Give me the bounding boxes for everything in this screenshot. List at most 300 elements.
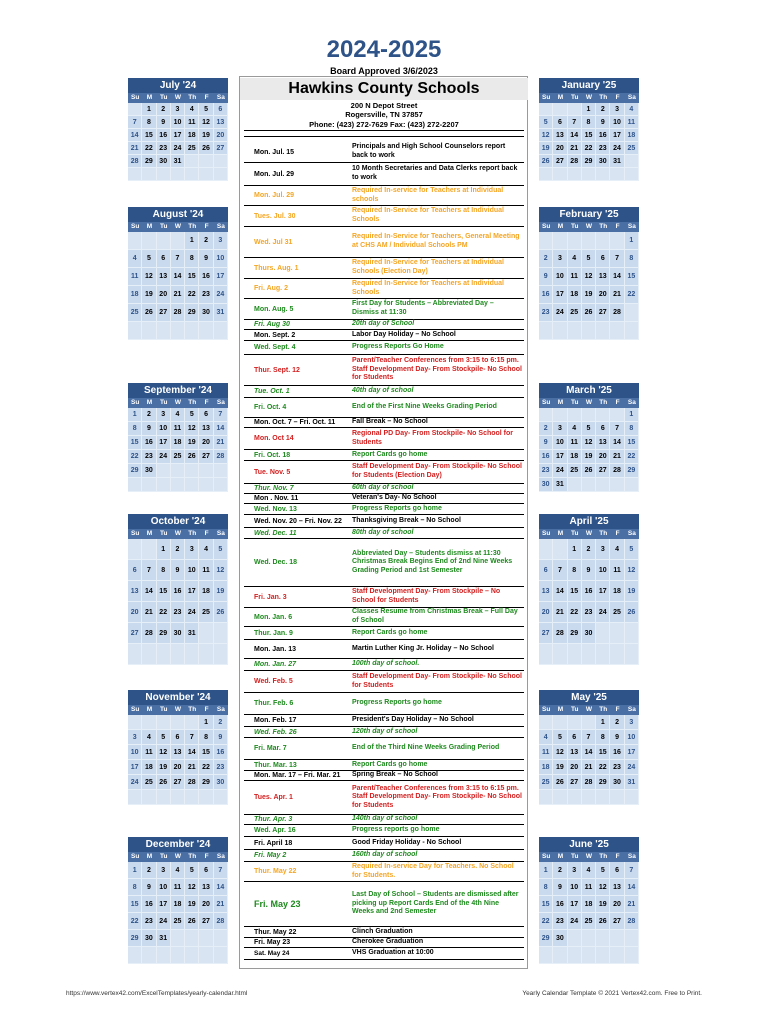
calendar-day: 27 — [199, 450, 213, 464]
calendar-day: 9 — [596, 116, 610, 129]
event-date: Tues. Apr. 1 — [254, 794, 293, 801]
calendar-blank — [553, 539, 567, 560]
calendar-day: 16 — [142, 896, 156, 913]
calendar-day: 3 — [214, 232, 228, 250]
event-date: Fri. May 23 — [254, 939, 291, 946]
calendar-day: 17 — [157, 436, 171, 450]
event-row — [244, 515, 524, 528]
weekday-label: F — [615, 399, 620, 406]
calendar-blank — [568, 103, 582, 116]
weekday-label: W — [174, 223, 182, 230]
calendar-day: 21 — [185, 760, 199, 775]
event-date: Thur. May 22 — [254, 868, 297, 875]
weekday-label: Tu — [159, 853, 168, 860]
weekday-header — [128, 529, 228, 539]
calendar-day: 4 — [568, 422, 582, 436]
calendar-day: 5 — [582, 250, 596, 268]
calendar-day: 28 — [568, 155, 582, 168]
calendar-day: 31 — [553, 478, 567, 492]
calendar-day: 25 — [610, 602, 624, 623]
calendar-day: 27 — [157, 304, 171, 322]
calendar-day: 14 — [568, 129, 582, 142]
event-row — [244, 258, 524, 279]
calendar-blank — [553, 232, 567, 250]
calendar-day: 29 — [199, 775, 213, 790]
calendar-day: 18 — [582, 896, 596, 913]
weekday-label: M — [146, 530, 153, 537]
calendar-day: 24 — [610, 142, 624, 155]
calendar-blank — [539, 947, 553, 964]
calendar-day: 23 — [142, 450, 156, 464]
event-date: Thur. Jan. 9 — [254, 629, 293, 637]
calendar-day: 13 — [539, 581, 553, 602]
event-description: Staff Development Day- From Stockpile- No School for Students (Election Day) — [352, 463, 522, 479]
weekday-header — [539, 529, 639, 539]
calendar-day: 17 — [214, 268, 228, 286]
calendar-day: 17 — [625, 745, 639, 760]
calendar-day: 16 — [596, 129, 610, 142]
event-date: Wed. Nov. 20 – Fri. Nov. 22 — [254, 517, 342, 525]
calendar-blank — [553, 408, 567, 422]
calendar-day: 26 — [553, 775, 567, 790]
calendar-blank — [214, 790, 228, 805]
weekday-label: F — [204, 706, 209, 713]
calendar-day: 4 — [199, 539, 213, 560]
calendar-day: 23 — [582, 602, 596, 623]
weekday-label: Th — [599, 853, 608, 860]
month-calendar — [539, 514, 639, 665]
calendar-day: 2 — [596, 103, 610, 116]
calendar-day: 5 — [596, 862, 610, 879]
footer-copyright: Yearly Calendar Template © 2021 Vertex42.com. Free to Print. — [522, 990, 702, 997]
event-date: Tue. Nov. 5 — [254, 468, 291, 476]
calendar-day: 27 — [214, 142, 228, 155]
weekday-label: M — [557, 853, 564, 860]
calendar-blank — [157, 232, 171, 250]
event-description: Parent/Teacher Conferences from 3:15 to 6:15 pm. Staff Development Day- From Stockpile- No School for Students — [352, 357, 522, 382]
calendar-day: 15 — [199, 745, 213, 760]
calendar-day: 22 — [199, 760, 213, 775]
divider — [244, 136, 524, 137]
event-description: Principals and High School Counselors report back to work — [352, 143, 506, 159]
calendar-blank — [625, 304, 639, 322]
calendar-day: 6 — [568, 730, 582, 745]
calendar-day: 29 — [185, 304, 199, 322]
calendar-day: 2 — [582, 539, 596, 560]
calendar-day: 4 — [185, 103, 199, 116]
calendar-blank — [596, 168, 610, 181]
calendar-day: 28 — [214, 913, 228, 930]
weekday-label: Tu — [570, 223, 579, 230]
calendar-day: 11 — [610, 560, 624, 581]
weekday-label: Su — [130, 399, 140, 406]
event-date: Fri. Mar. 7 — [254, 745, 287, 752]
weekday-label: M — [557, 223, 564, 230]
day-grid — [128, 539, 228, 665]
calendar-day: 15 — [582, 129, 596, 142]
calendar-day: 14 — [553, 581, 567, 602]
calendar-day: 28 — [610, 464, 624, 478]
event-row — [244, 142, 524, 163]
weekday-label: Th — [599, 399, 608, 406]
calendar-day: 11 — [539, 745, 553, 760]
calendar-day: 2 — [539, 250, 553, 268]
calendar-day: 10 — [553, 436, 567, 450]
calendar-day: 30 — [171, 623, 185, 644]
weekday-label: Su — [130, 530, 140, 537]
event-row — [244, 862, 524, 882]
event-row — [244, 186, 524, 206]
calendar-blank — [185, 478, 199, 492]
calendar-blank — [596, 644, 610, 665]
calendar-day: 12 — [539, 129, 553, 142]
calendar-day: 30 — [199, 304, 213, 322]
calendar-blank — [553, 168, 567, 181]
weekday-label: Sa — [627, 94, 636, 101]
calendar-blank — [199, 168, 213, 181]
calendar-day: 9 — [142, 422, 156, 436]
event-description: 160th day of school — [352, 851, 418, 859]
event-description: Progress Reports Go Home — [352, 343, 444, 351]
calendar-day: 15 — [539, 896, 553, 913]
event-row — [244, 837, 524, 850]
calendar-day: 5 — [185, 862, 199, 879]
calendar-day: 7 — [610, 250, 624, 268]
calendar-day: 24 — [553, 464, 567, 478]
event-description: Report Cards go home — [352, 450, 428, 458]
calendar-day: 4 — [171, 862, 185, 879]
calendar-day: 24 — [185, 602, 199, 623]
event-description: Required In-service Day for Teachers. No School for Students. — [352, 862, 514, 879]
calendar-day: 15 — [157, 581, 171, 602]
calendar-blank — [185, 715, 199, 730]
event-date: Fri. May 2 — [254, 852, 287, 859]
calendar-day: 7 — [214, 408, 228, 422]
footer-source-link[interactable]: https://www.vertex42.com/ExcelTemplates/yearly-calendar.html — [66, 990, 248, 997]
day-grid — [128, 408, 228, 492]
month-title: March '25 — [539, 383, 639, 398]
weekday-label: W — [174, 399, 182, 406]
calendar-day: 9 — [610, 730, 624, 745]
calendar-day: 3 — [553, 250, 567, 268]
event-date: Wed. Feb. 26 — [254, 728, 297, 736]
calendar-day: 30 — [582, 623, 596, 644]
calendar-day: 13 — [553, 129, 567, 142]
month-title: August '24 — [128, 207, 228, 222]
calendar-day: 10 — [214, 250, 228, 268]
calendar-day: 25 — [171, 450, 185, 464]
calendar-blank — [199, 644, 213, 665]
event-row — [244, 386, 524, 398]
calendar-day: 23 — [171, 602, 185, 623]
calendar-blank — [157, 947, 171, 964]
calendar-day: 31 — [171, 155, 185, 168]
calendar-day: 30 — [539, 478, 553, 492]
calendar-day: 12 — [157, 745, 171, 760]
weekday-label: Tu — [570, 706, 579, 713]
calendar-day: 8 — [142, 116, 156, 129]
calendar-day: 4 — [539, 730, 553, 745]
calendar-day: 12 — [199, 116, 213, 129]
event-date: Wed. Nov. 13 — [254, 505, 297, 513]
event-description: Regional PD Day- From Stockpile- No School for Students — [352, 429, 514, 446]
calendar-blank — [610, 168, 624, 181]
calendar-day: 3 — [171, 103, 185, 116]
calendar-day: 17 — [128, 760, 142, 775]
calendar-blank — [596, 232, 610, 250]
calendar-day: 26 — [582, 304, 596, 322]
calendar-blank — [568, 232, 582, 250]
month-title: October '24 — [128, 514, 228, 529]
calendar-day: 1 — [625, 232, 639, 250]
calendar-day: 8 — [582, 116, 596, 129]
calendar-day: 2 — [142, 408, 156, 422]
calendar-day: 9 — [214, 730, 228, 745]
calendar-blank — [610, 947, 624, 964]
calendar-day: 11 — [171, 422, 185, 436]
weekday-label: Sa — [216, 706, 225, 713]
calendar-day: 15 — [128, 896, 142, 913]
event-description: Progress Reports go home — [352, 699, 442, 707]
calendar-blank — [553, 790, 567, 805]
calendar-day: 30 — [596, 155, 610, 168]
event-description: Good Friday Holiday - No School — [352, 838, 462, 846]
calendar-day: 1 — [142, 103, 156, 116]
calendar-blank — [539, 232, 553, 250]
address-line-1: 200 N Depot Street — [350, 101, 418, 110]
calendar-blank — [171, 930, 185, 947]
calendar-day: 28 — [185, 775, 199, 790]
event-row — [244, 163, 524, 186]
calendar-day: 1 — [128, 862, 142, 879]
calendar-day: 4 — [610, 539, 624, 560]
weekday-label: W — [585, 706, 593, 713]
event-description: 80th day of school — [352, 528, 414, 536]
event-date: Thur. Mar. 13 — [254, 761, 297, 769]
calendar-day: 6 — [128, 560, 142, 581]
event-description: Spring Break – No School — [352, 771, 438, 779]
calendar-day: 17 — [157, 896, 171, 913]
calendar-day: 28 — [171, 304, 185, 322]
calendar-day: 20 — [171, 760, 185, 775]
calendar-day: 18 — [171, 436, 185, 450]
calendar-day: 23 — [539, 304, 553, 322]
event-row — [244, 815, 524, 825]
calendar-day: 12 — [625, 560, 639, 581]
calendar-day: 15 — [142, 129, 156, 142]
event-row — [244, 738, 524, 760]
event-row — [244, 825, 524, 837]
event-date: Mon. Oct. 7 – Fri. Oct. 11 — [254, 419, 336, 426]
calendar-day: 18 — [128, 286, 142, 304]
calendar-day: 17 — [610, 129, 624, 142]
calendar-blank — [142, 322, 156, 340]
calendar-day: 11 — [171, 879, 185, 896]
day-grid — [128, 103, 228, 181]
calendar-blank — [185, 155, 199, 168]
event-row — [244, 418, 524, 428]
calendar-day: 20 — [596, 286, 610, 304]
event-row — [244, 528, 524, 539]
calendar-day: 22 — [128, 450, 142, 464]
event-row — [244, 659, 524, 671]
calendar-day: 24 — [157, 450, 171, 464]
event-date: Mon. Jul. 29 — [254, 192, 295, 199]
calendar-day: 1 — [157, 539, 171, 560]
weekday-label: M — [557, 399, 564, 406]
phone-fax: Phone: (423) 272-7629 Fax: (423) 272-2207 — [309, 120, 459, 129]
calendar-day: 5 — [553, 730, 567, 745]
calendar-day: 20 — [596, 450, 610, 464]
calendar-day: 28 — [214, 450, 228, 464]
event-date: Sat. May 24 — [254, 950, 290, 957]
month-title: February '25 — [539, 207, 639, 222]
weekday-label: Sa — [216, 853, 225, 860]
weekday-label: M — [146, 223, 153, 230]
event-date: Thur. May 22 — [254, 928, 297, 936]
calendar-blank — [171, 168, 185, 181]
calendar-blank — [185, 168, 199, 181]
calendar-blank — [582, 930, 596, 947]
day-grid — [128, 232, 228, 340]
calendar-blank — [185, 644, 199, 665]
calendar-blank — [142, 232, 156, 250]
calendar-blank — [610, 478, 624, 492]
calendar-day: 29 — [539, 930, 553, 947]
calendar-blank — [185, 947, 199, 964]
calendar-day: 3 — [553, 422, 567, 436]
calendar-blank — [582, 232, 596, 250]
calendar-day: 22 — [596, 760, 610, 775]
event-row — [244, 640, 524, 659]
calendar-blank — [625, 478, 639, 492]
calendar-day: 10 — [185, 560, 199, 581]
calendar-blank — [142, 539, 156, 560]
year-title: 2024-2025 — [326, 36, 442, 63]
month-calendar — [128, 690, 228, 805]
calendar-day: 9 — [553, 879, 567, 896]
calendar-day: 13 — [596, 436, 610, 450]
weekday-label: W — [585, 853, 593, 860]
calendar-day: 8 — [185, 250, 199, 268]
calendar-day: 26 — [539, 155, 553, 168]
calendar-blank — [582, 168, 596, 181]
calendar-blank — [625, 322, 639, 340]
event-date: Mon. Feb. 17 — [254, 717, 297, 724]
weekday-label: W — [174, 530, 182, 537]
calendar-day: 14 — [214, 879, 228, 896]
weekday-label: F — [204, 94, 209, 101]
calendar-day: 5 — [199, 103, 213, 116]
event-description: 140th day of school — [352, 815, 418, 823]
event-description: 20th day of School — [352, 320, 415, 328]
calendar-day: 26 — [596, 913, 610, 930]
calendar-blank — [214, 930, 228, 947]
weekday-label: Sa — [627, 853, 636, 860]
calendar-blank — [610, 322, 624, 340]
calendar-blank — [128, 539, 142, 560]
calendar-day: 17 — [553, 286, 567, 304]
calendar-blank — [596, 947, 610, 964]
calendar-day: 18 — [539, 760, 553, 775]
weekday-label: F — [615, 94, 620, 101]
calendar-day: 9 — [199, 250, 213, 268]
event-row — [244, 781, 524, 815]
weekday-header — [128, 398, 228, 408]
event-row — [244, 771, 524, 781]
event-description: President's Day Holiday – No School — [352, 716, 474, 724]
calendar-day: 18 — [568, 286, 582, 304]
calendar-day: 2 — [142, 862, 156, 879]
calendar-day: 31 — [610, 155, 624, 168]
event-description: Veteran's Day- No School — [352, 494, 437, 502]
month-title: April '25 — [539, 514, 639, 529]
calendar-blank — [582, 715, 596, 730]
event-row — [244, 715, 524, 727]
calendar-day: 12 — [582, 268, 596, 286]
calendar-day: 23 — [214, 760, 228, 775]
calendar-day: 7 — [582, 730, 596, 745]
calendar-day: 6 — [596, 250, 610, 268]
calendar-blank — [596, 478, 610, 492]
calendar-day: 9 — [142, 879, 156, 896]
weekday-label: Su — [541, 223, 551, 230]
calendar-day: 3 — [157, 862, 171, 879]
calendar-day: 25 — [625, 142, 639, 155]
calendar-day: 19 — [553, 760, 567, 775]
calendar-blank — [199, 155, 213, 168]
calendar-blank — [553, 715, 567, 730]
calendar-blank — [568, 715, 582, 730]
weekday-label: Tu — [159, 399, 168, 406]
event-description: Last Day of School – Students are dismissed after picking up Report Cards End of the 4th Nine Weeks and 2nd Semester — [352, 891, 519, 916]
weekday-label: Th — [188, 223, 197, 230]
calendar-day: 18 — [625, 129, 639, 142]
weekday-label: F — [615, 706, 620, 713]
calendar-day: 27 — [596, 464, 610, 478]
calendar-day: 30 — [610, 775, 624, 790]
event-description: Required In-service for Teachers at Individual schools — [352, 186, 504, 203]
event-date: Mon . Nov. 11 — [254, 495, 299, 502]
calendar-blank — [582, 408, 596, 422]
month-calendar — [128, 514, 228, 665]
calendar-day: 20 — [157, 286, 171, 304]
calendar-blank — [157, 322, 171, 340]
day-grid — [539, 715, 639, 805]
month-calendar — [539, 207, 639, 340]
month-calendar — [128, 207, 228, 340]
calendar-day: 29 — [596, 775, 610, 790]
board-approved-note: Board Approved 3/6/2023 — [330, 66, 438, 76]
calendar-day: 1 — [199, 715, 213, 730]
calendar-day: 11 — [185, 116, 199, 129]
calendar-day: 17 — [171, 129, 185, 142]
calendar-day: 16 — [171, 581, 185, 602]
calendar-day: 20 — [539, 602, 553, 623]
calendar-day: 10 — [157, 879, 171, 896]
weekday-label: F — [204, 530, 209, 537]
calendar-blank — [553, 322, 567, 340]
event-description: Report Cards go home — [352, 760, 428, 768]
calendar-day: 1 — [596, 715, 610, 730]
calendar-day: 10 — [596, 560, 610, 581]
calendar-day: 1 — [185, 232, 199, 250]
calendar-day: 5 — [582, 422, 596, 436]
weekday-label: F — [615, 530, 620, 537]
calendar-day: 31 — [185, 623, 199, 644]
calendar-day: 9 — [171, 560, 185, 581]
event-description: Parent/Teacher Conferences from 3:15 to 6:15 pm. Staff Development Day- From Stockpile- No School for Students — [352, 784, 522, 809]
